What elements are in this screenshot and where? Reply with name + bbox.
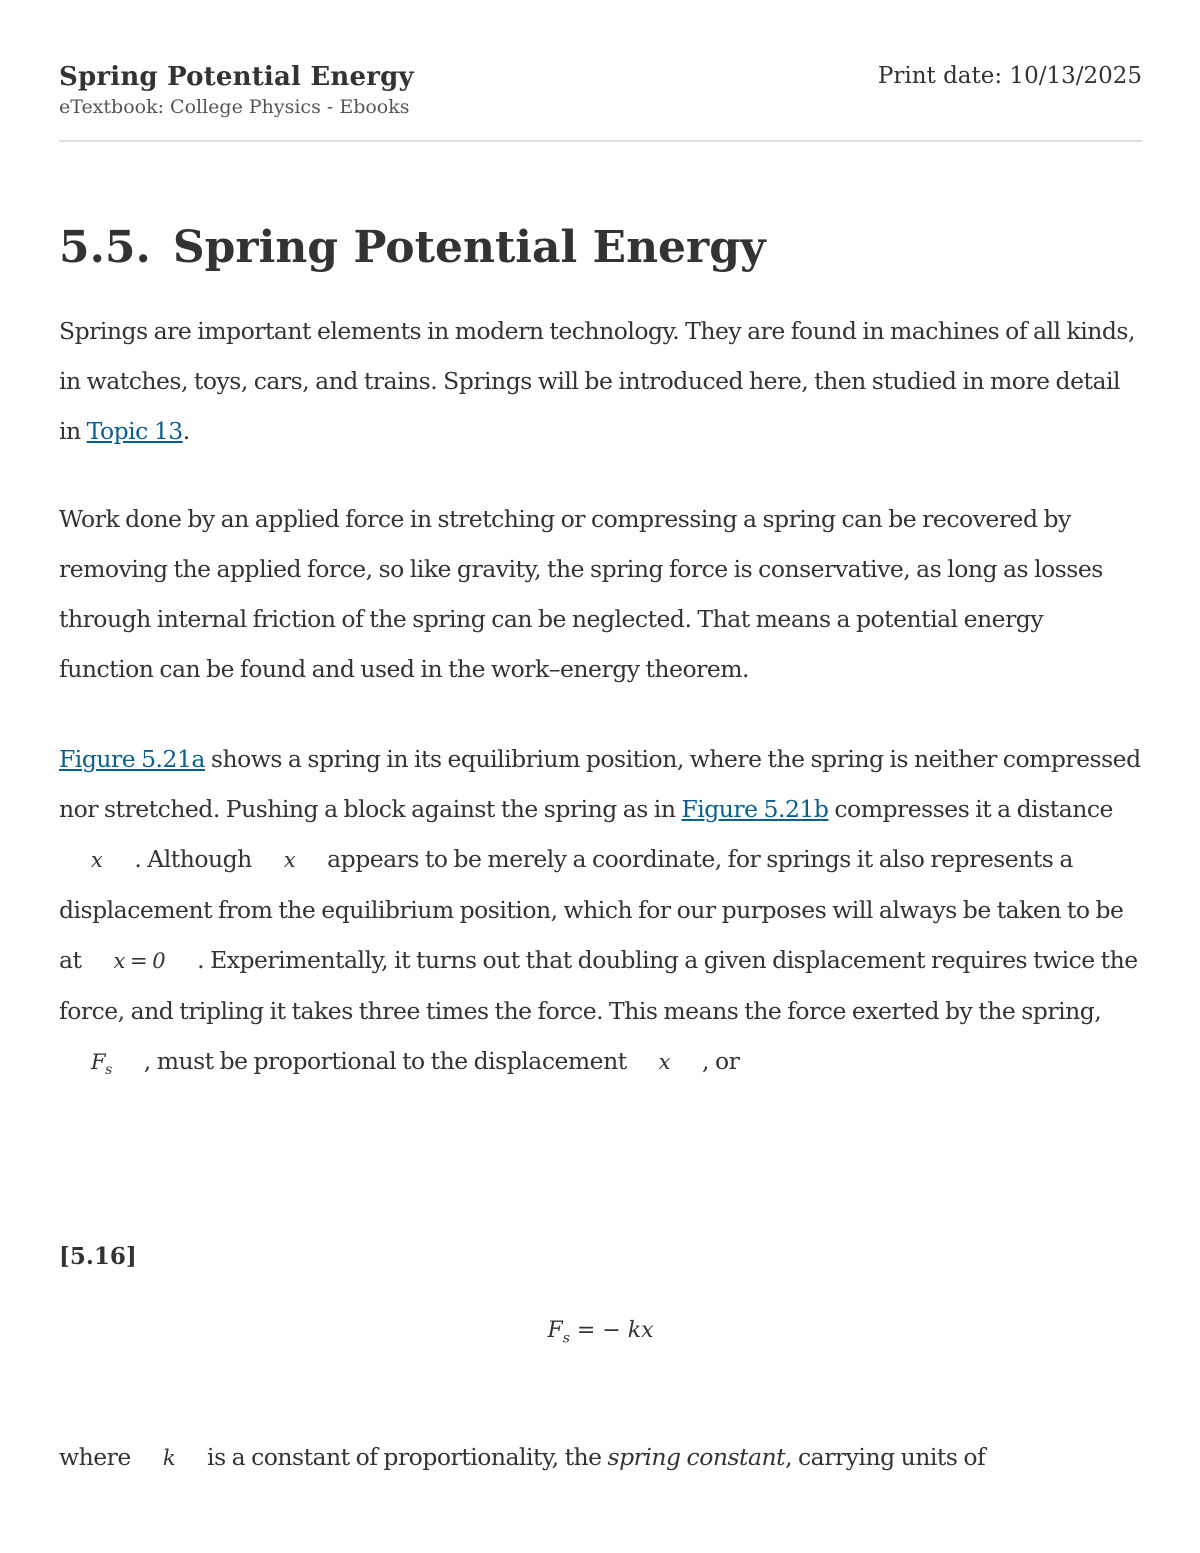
- document-header: [59, 0, 1142, 142]
- paragraph-intro: [59, 306, 1142, 456]
- math-x: x: [283, 848, 296, 872]
- math-x: x: [91, 848, 103, 872]
- section-heading: [59, 222, 766, 273]
- math-k: k: [162, 1446, 176, 1470]
- document-subtitle: eTextbook: College Physics - Ebooks: [59, 96, 410, 118]
- section-number: 5.5.: [59, 222, 151, 273]
- paragraph-text: where: [59, 1443, 131, 1471]
- paragraph-text: . Although: [134, 845, 252, 873]
- topic-13-link[interactable]: Topic 13: [86, 417, 183, 445]
- paragraph-text: .: [182, 417, 190, 445]
- document-title: Spring Potential Energy: [59, 62, 414, 92]
- spring-constant-term: spring constant: [607, 1443, 786, 1471]
- paragraph-text: Springs are important elements in modern technology. They are found in machines of all kinds, in watches, toys, cars, and trains. Springs will be introduced here, then studied in more detail in: [59, 317, 1135, 445]
- paragraph-text: . Experimentally, it turns out that doubling a given displacement requires twice the force, and tripling it takes three times the force. This means the force exerted by the spring,: [59, 946, 1138, 1025]
- math-spring-force: [59, 1037, 144, 1095]
- math-x-equals-zero: x = 0: [113, 949, 166, 973]
- equation-lhs: F: [547, 1318, 563, 1343]
- paragraph-text: , or: [702, 1047, 740, 1075]
- paragraph-text: compresses it a distance: [828, 795, 1113, 823]
- paragraph-text: is a constant of proportionality, the: [207, 1443, 608, 1471]
- paragraph-text: , carrying units of: [785, 1443, 986, 1471]
- figure-5-21b-link[interactable]: Figure 5.21b: [681, 795, 829, 823]
- paragraph-text: shows a spring in its equilibrium position, where the spring is neither compressed nor stretched. Pushing a block against the spring as in: [59, 745, 1141, 823]
- figure-5-21a-link[interactable]: Figure 5.21a: [59, 745, 205, 773]
- paragraph-text: appears to be merely a coordinate, for springs it also represents a displacement from the equilibrium position, which for our purposes will always be taken to be at: [59, 845, 1124, 974]
- equation-hookes-law: [59, 1318, 1142, 1346]
- paragraph-figure: [59, 734, 1142, 1095]
- equation-label: [5.16]: [59, 1243, 137, 1270]
- equation-rhs: = − kx: [569, 1318, 654, 1343]
- math-subscript: s: [105, 1062, 112, 1079]
- page: [59, 0, 1142, 1471]
- section-title: Spring Potential Energy: [172, 222, 766, 273]
- paragraph-spring-constant: [59, 1432, 1142, 1483]
- math-base: F: [91, 1050, 106, 1074]
- print-date: Print date: 10/13/2025: [877, 63, 1142, 89]
- paragraph-text: , must be proportional to the displacement: [143, 1047, 627, 1075]
- equation-subscript: s: [562, 1330, 570, 1347]
- paragraph-conservative: Work done by an applied force in stretching or compressing a spring can be recovered by removing the applied force, so like gravity, the spring force is conservative, as long as losses through internal friction of the spring can be neglected. That means a potential energy function can be found and used in the work–energy theorem.: [59, 505, 1103, 683]
- math-x: x: [658, 1050, 670, 1074]
